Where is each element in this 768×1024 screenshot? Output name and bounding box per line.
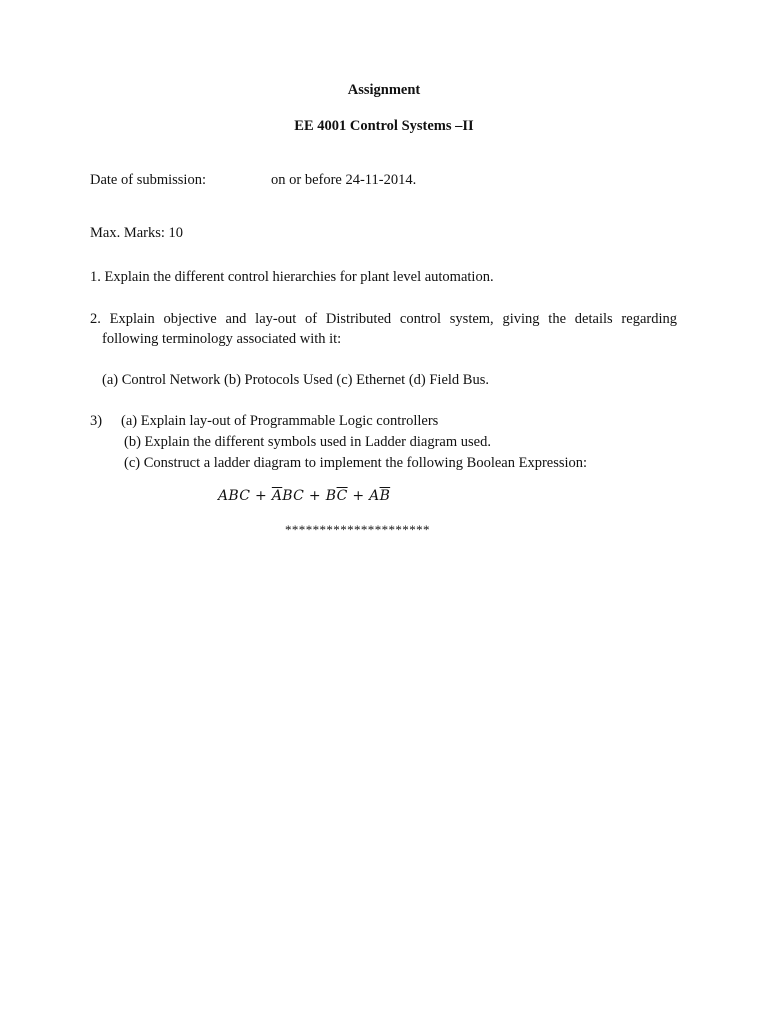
question-2-line-1: 2. Explain objective and lay-out of Distributed control system, giving the details regarding — [90, 311, 677, 327]
expr-plus-1: + — [255, 488, 268, 504]
expr-plus-2: + — [308, 488, 321, 504]
question-2-parts: (a) Control Network (b) Protocols Used (c) Ethernet (d) Field Bus. — [102, 372, 489, 388]
expr-plus-3: + — [352, 488, 365, 504]
question-3-number: 3) — [90, 413, 103, 429]
course-title: EE 4001 Control Systems –II — [294, 118, 474, 134]
submission-date: on or before 24-11-2014. — [271, 172, 417, 188]
expr-term-1: ABC — [218, 488, 251, 504]
question-3-part-b: (b) Explain the different symbols used in Ladder diagram used. — [124, 434, 491, 450]
question-3-part-a: (a) Explain lay-out of Programmable Logic controllers — [121, 413, 439, 429]
expr-b-bar: $\overline{B}$ — [379, 488, 391, 504]
expr-term-4-a: A — [369, 488, 380, 504]
expr-c-bar: $\overline{C}$ — [336, 488, 348, 504]
submission-label: Date of submission: — [90, 172, 206, 188]
expr-term-2-rest: BC — [282, 488, 305, 504]
boolean-expression — [218, 487, 390, 505]
max-marks: Max. Marks: 10 — [90, 225, 184, 241]
page-title: Assignment — [347, 82, 421, 98]
end-divider: ********************* — [285, 522, 430, 537]
question-1: 1. Explain the different control hierarchies for plant level automation. — [90, 269, 494, 285]
question-2-line-2: following terminology associated with it: — [102, 331, 342, 347]
expr-a-bar: $\overline{A}$ — [271, 488, 283, 504]
expr-term-3-b: B — [325, 488, 337, 504]
question-3-part-c: (c) Construct a ladder diagram to implement the following Boolean Expression: — [124, 455, 588, 471]
